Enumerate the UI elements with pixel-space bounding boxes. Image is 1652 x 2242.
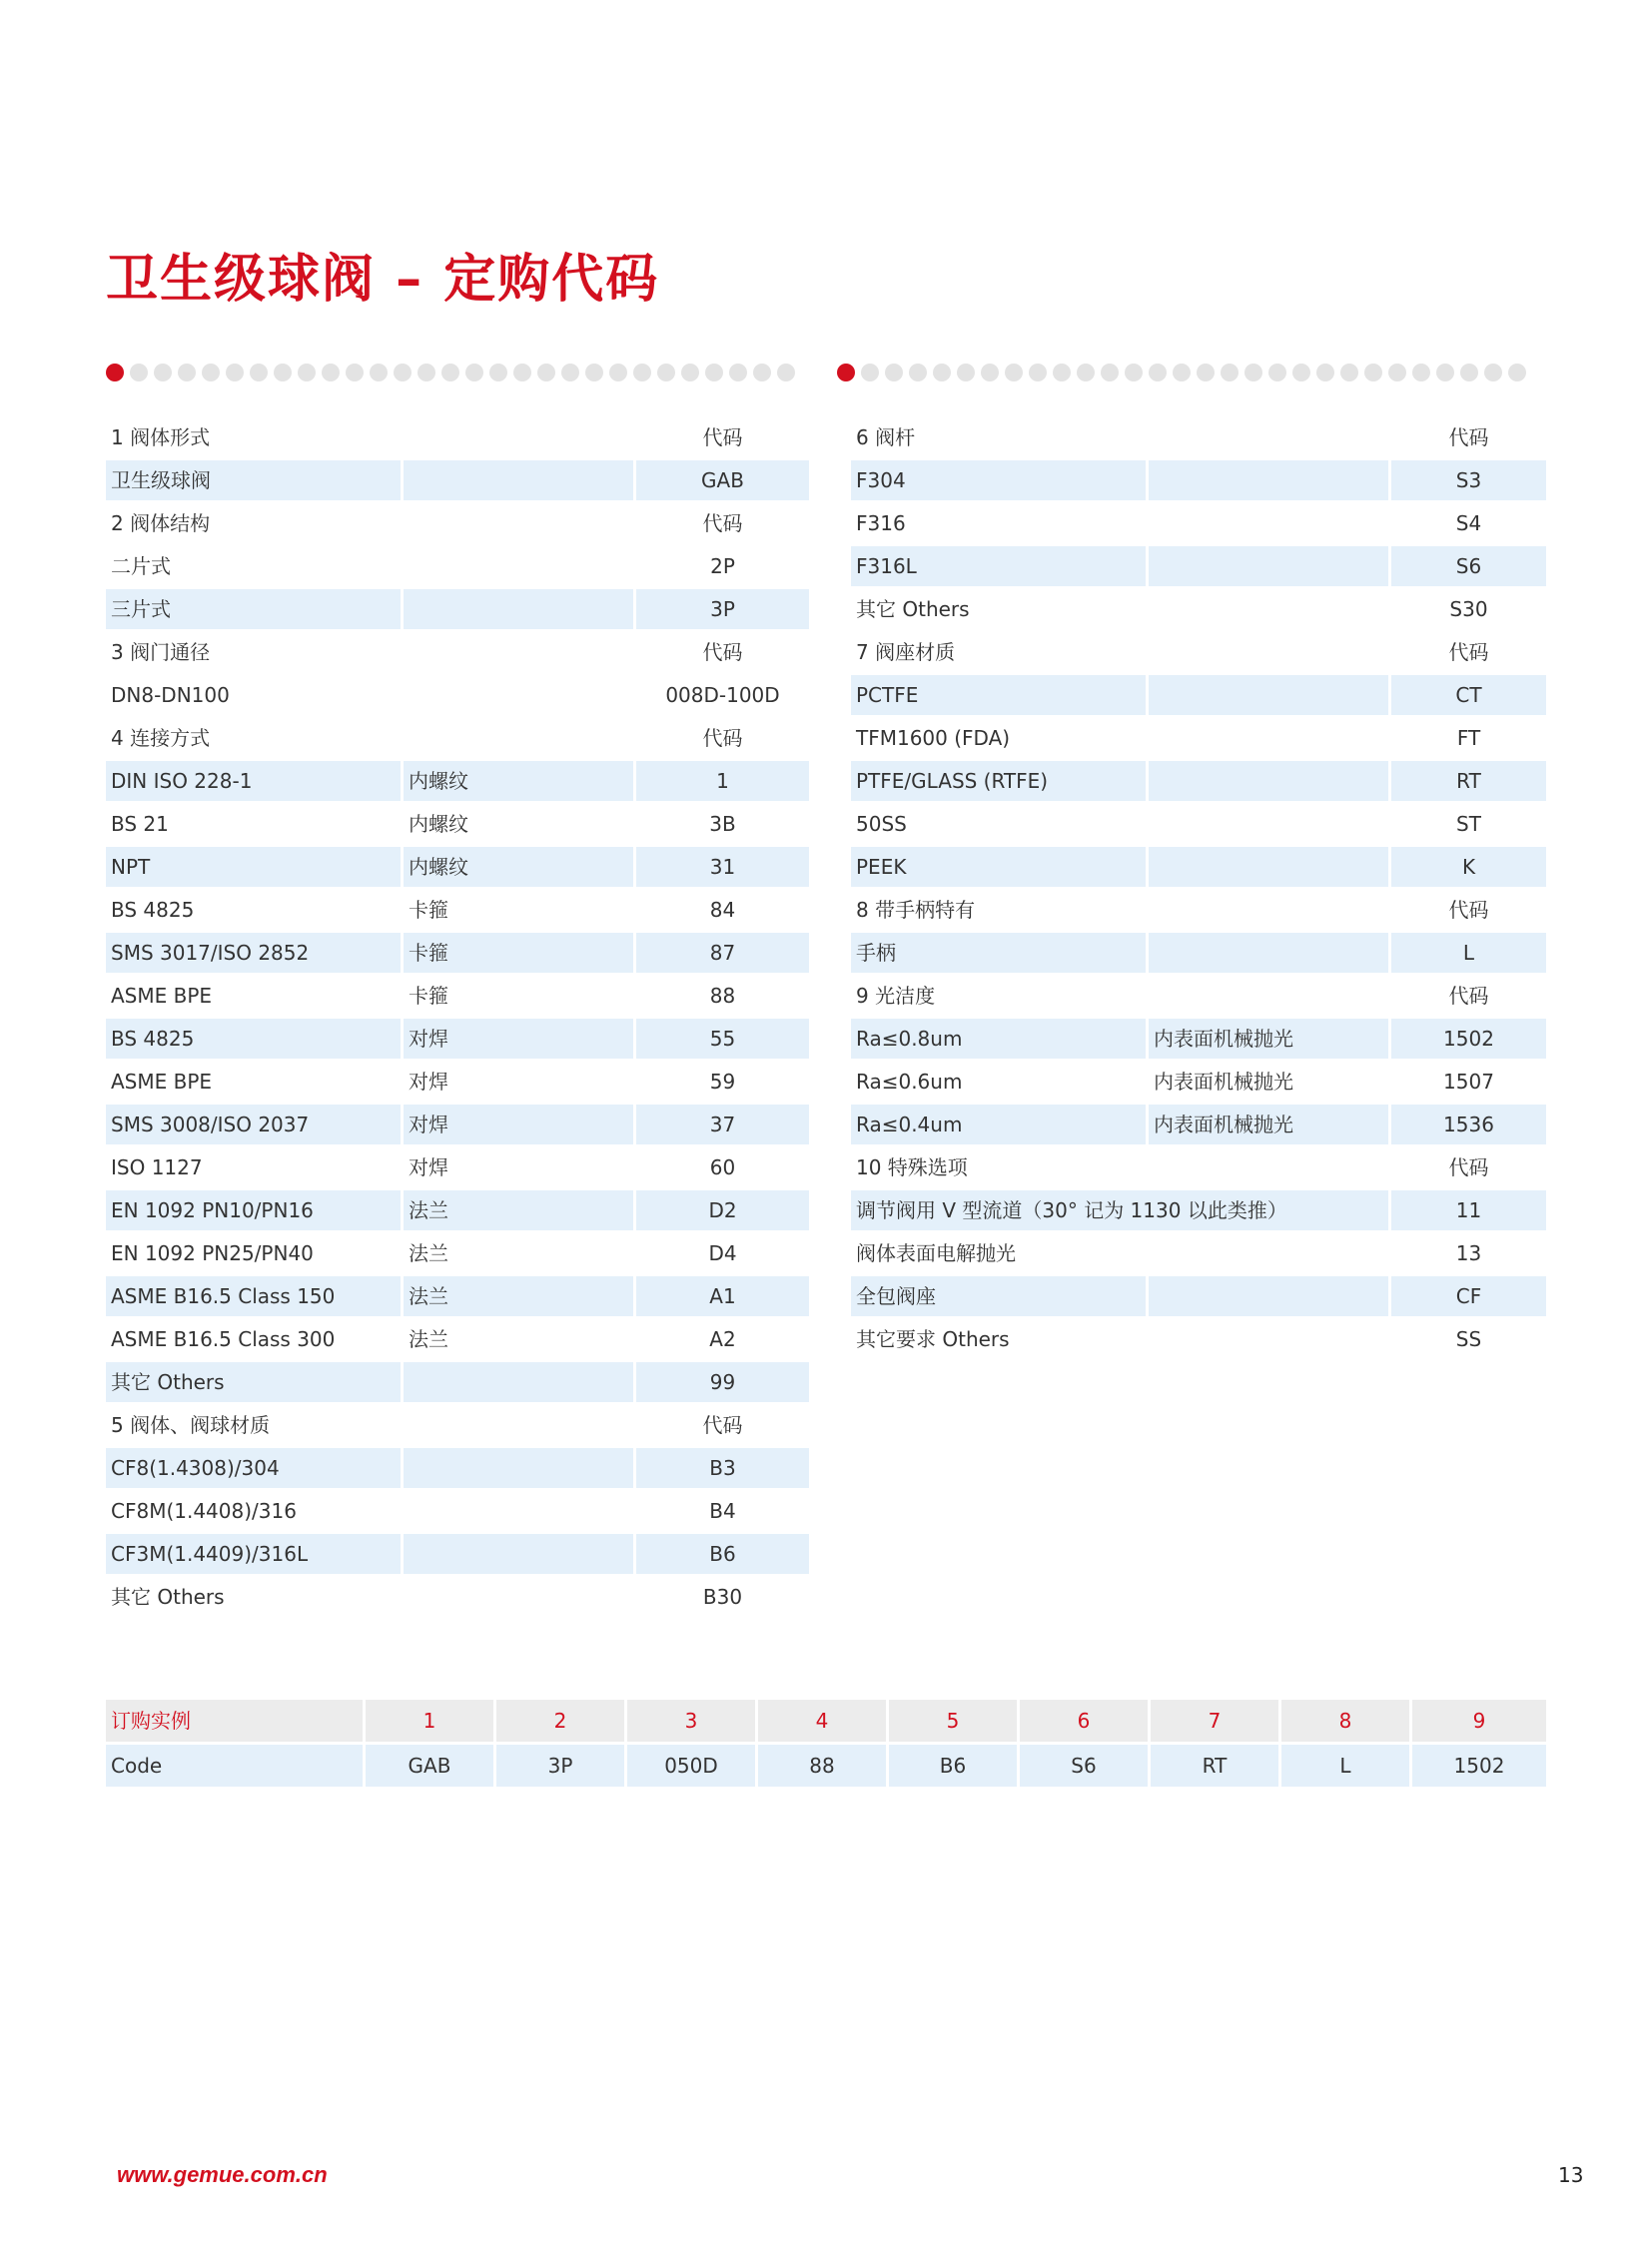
divider-dot: [561, 364, 579, 381]
item-code: D4: [636, 1233, 809, 1276]
divider-dot: [657, 364, 675, 381]
item-type: 卡箍: [404, 890, 636, 933]
item-label: SMS 3017/ISO 2852: [106, 933, 404, 976]
right-row: [851, 933, 1546, 976]
item-code: 代码: [1391, 632, 1546, 675]
divider-dot: [729, 364, 747, 381]
left-row: [106, 847, 809, 890]
item-label: EN 1092 PN10/PN16: [106, 1190, 404, 1233]
item-type: [404, 589, 636, 632]
right-section-header: [851, 417, 1546, 460]
order-example-table: [106, 1700, 1546, 1790]
divider-dot: [346, 364, 364, 381]
divider-dot: [250, 364, 268, 381]
order-code-table-right: [851, 417, 1546, 1362]
left-row: [106, 1062, 809, 1105]
divider-dot: [1029, 364, 1047, 381]
divider-dot: [909, 364, 927, 381]
item-label: SMS 3008/ISO 2037: [106, 1105, 404, 1147]
divider-dot: [609, 364, 627, 381]
item-type: [1149, 460, 1391, 503]
order-example-code-cell: 050D: [627, 1745, 758, 1790]
divider-dot: [1316, 364, 1334, 381]
left-row: [106, 1448, 809, 1491]
right-row: [851, 718, 1546, 761]
order-example-code-cell: GAB: [366, 1745, 496, 1790]
left-row: [106, 976, 809, 1019]
order-code-table-left: [106, 417, 809, 1620]
divider-dot: [130, 364, 148, 381]
item-label: 3 阀门通径: [106, 632, 404, 675]
order-example-code-cell: L: [1281, 1745, 1412, 1790]
item-code: S3: [1391, 460, 1546, 503]
item-type: [404, 1448, 636, 1491]
item-label: PEEK: [851, 847, 1149, 890]
right-section-header: [851, 1147, 1546, 1190]
item-label: Ra≤0.6um: [851, 1062, 1149, 1105]
item-type: [404, 503, 636, 546]
divider-dot: [513, 364, 531, 381]
item-type: [1149, 503, 1391, 546]
item-type: 法兰: [404, 1233, 636, 1276]
item-code: 代码: [1391, 890, 1546, 933]
divider-dot-active: [837, 364, 855, 381]
dot-divider-left: [106, 364, 815, 381]
item-code: 3B: [636, 804, 809, 847]
divider-dot: [885, 364, 903, 381]
left-row: [106, 1276, 809, 1319]
item-type: [404, 632, 636, 675]
item-code: S6: [1391, 546, 1546, 589]
item-type: [404, 417, 636, 460]
item-code: D2: [636, 1190, 809, 1233]
divider-dot: [1364, 364, 1382, 381]
item-code: 1: [636, 761, 809, 804]
divider-dot: [1173, 364, 1191, 381]
order-example-header-cell: 8: [1281, 1700, 1412, 1745]
order-example-header-cell: 订购实例: [106, 1700, 366, 1745]
item-label: NPT: [106, 847, 404, 890]
right-row: [851, 1062, 1546, 1105]
divider-dot: [202, 364, 220, 381]
divider-dot: [1340, 364, 1358, 381]
divider-dot: [1508, 364, 1526, 381]
website-link[interactable]: www.gemue.com.cn: [117, 2162, 328, 2187]
item-label: 6 阀杆: [851, 417, 1149, 460]
item-code: B3: [636, 1448, 809, 1491]
divider-dot: [1149, 364, 1167, 381]
item-code: 99: [636, 1362, 809, 1405]
item-type: [404, 1534, 636, 1577]
item-code: B30: [636, 1577, 809, 1620]
item-type: 卡箍: [404, 976, 636, 1019]
item-code: L: [1391, 933, 1546, 976]
item-code: 31: [636, 847, 809, 890]
order-example-code-cell: Code: [106, 1745, 366, 1790]
item-type: [1149, 589, 1391, 632]
page-number: 13: [1558, 2163, 1584, 2187]
item-type: 内表面机械抛光: [1149, 1019, 1391, 1062]
item-label: DIN ISO 228-1: [106, 761, 404, 804]
item-code: 13: [1391, 1233, 1546, 1276]
item-type: 内螺纹: [404, 761, 636, 804]
item-type: [404, 718, 636, 761]
item-code: K: [1391, 847, 1546, 890]
divider-dot: [178, 364, 196, 381]
item-label: 手柄: [851, 933, 1149, 976]
item-type: 对焊: [404, 1105, 636, 1147]
item-label: 5 阀体、阀球材质: [106, 1405, 404, 1448]
item-label: TFM1600 (FDA): [851, 718, 1149, 761]
item-label: EN 1092 PN25/PN40: [106, 1233, 404, 1276]
left-section-header: [106, 503, 809, 546]
item-type: [1149, 632, 1391, 675]
divider-dot: [465, 364, 483, 381]
divider-dot: [1388, 364, 1406, 381]
item-code: SS: [1391, 1319, 1546, 1362]
left-section-header: [106, 718, 809, 761]
divider-dot: [322, 364, 340, 381]
right-section-header: [851, 632, 1546, 675]
order-example-header-cell: 7: [1151, 1700, 1281, 1745]
divider-dot: [957, 364, 975, 381]
item-label: BS 4825: [106, 1019, 404, 1062]
item-code: S30: [1391, 589, 1546, 632]
item-label: 阀体表面电解抛光: [851, 1233, 1149, 1276]
item-label: 10 特殊选项: [851, 1147, 1149, 1190]
item-code: CF: [1391, 1276, 1546, 1319]
left-section-header: [106, 417, 809, 460]
item-type: [1149, 1147, 1391, 1190]
dot-divider-right: [837, 364, 1546, 381]
item-label: ISO 1127: [106, 1147, 404, 1190]
item-type: [404, 1362, 636, 1405]
item-code: 3P: [636, 589, 809, 632]
item-type: 法兰: [404, 1276, 636, 1319]
item-label: 1 阀体形式: [106, 417, 404, 460]
item-type: [404, 460, 636, 503]
divider-dot: [1460, 364, 1478, 381]
order-example-code-cell: B6: [889, 1745, 1020, 1790]
item-code: 1502: [1391, 1019, 1546, 1062]
item-code: A2: [636, 1319, 809, 1362]
divider-dot: [537, 364, 555, 381]
right-row: [851, 1105, 1546, 1147]
divider-dot: [274, 364, 292, 381]
divider-dot: [861, 364, 879, 381]
item-code: 87: [636, 933, 809, 976]
left-row: [106, 933, 809, 976]
item-label: BS 4825: [106, 890, 404, 933]
item-code: 代码: [636, 718, 809, 761]
item-code: A1: [636, 1276, 809, 1319]
order-example-code-cell: 1502: [1412, 1745, 1546, 1790]
item-type: [1149, 890, 1391, 933]
item-type: [1149, 761, 1391, 804]
item-code: B4: [636, 1491, 809, 1534]
right-row: [851, 675, 1546, 718]
item-code: RT: [1391, 761, 1546, 804]
left-row: [106, 1019, 809, 1062]
order-example-header-cell: 5: [889, 1700, 1020, 1745]
order-example-code-cell: 88: [758, 1745, 889, 1790]
item-label: 9 光洁度: [851, 976, 1149, 1019]
right-row: [851, 460, 1546, 503]
order-example-code-cell: RT: [1151, 1745, 1281, 1790]
right-section-header: [851, 890, 1546, 933]
divider-dot: [394, 364, 412, 381]
divider-dot: [417, 364, 435, 381]
item-code: ST: [1391, 804, 1546, 847]
left-row: [106, 1105, 809, 1147]
item-code: S4: [1391, 503, 1546, 546]
right-row: [851, 1276, 1546, 1319]
item-type: 卡箍: [404, 933, 636, 976]
order-example-header-cell: 3: [627, 1700, 758, 1745]
divider-dot: [1484, 364, 1502, 381]
item-type: 内螺纹: [404, 804, 636, 847]
item-type: [404, 546, 636, 589]
item-type: 对焊: [404, 1019, 636, 1062]
left-row: [106, 1147, 809, 1190]
divider-dot: [1244, 364, 1262, 381]
item-label: 三片式: [106, 589, 404, 632]
item-label: CF3M(1.4409)/316L: [106, 1534, 404, 1577]
item-type: [1149, 675, 1391, 718]
item-type: [1149, 1319, 1391, 1362]
item-label: 2 阀体结构: [106, 503, 404, 546]
item-code: GAB: [636, 460, 809, 503]
left-row: [106, 1190, 809, 1233]
order-example-header-cell: 2: [496, 1700, 627, 1745]
divider-dot: [681, 364, 699, 381]
item-type: [1149, 417, 1391, 460]
divider-dot: [1005, 364, 1023, 381]
item-code: 11: [1391, 1190, 1546, 1233]
item-type: [1149, 546, 1391, 589]
left-row: [106, 546, 809, 589]
item-label: F304: [851, 460, 1149, 503]
item-type: [1149, 1276, 1391, 1319]
divider-dot-active: [106, 364, 124, 381]
divider-dot: [154, 364, 172, 381]
item-code: 代码: [636, 417, 809, 460]
item-code: B6: [636, 1534, 809, 1577]
left-section-header: [106, 632, 809, 675]
item-code: 代码: [636, 1405, 809, 1448]
order-example-header-cell: 6: [1020, 1700, 1151, 1745]
right-row: [851, 1319, 1546, 1362]
item-label: ASME B16.5 Class 300: [106, 1319, 404, 1362]
right-row: [851, 589, 1546, 632]
item-type: 内螺纹: [404, 847, 636, 890]
item-code: 008D-100D: [636, 675, 809, 718]
right-row: [851, 546, 1546, 589]
right-row: [851, 503, 1546, 546]
divider-dot: [1292, 364, 1310, 381]
divider-dot: [441, 364, 459, 381]
item-type: [404, 1405, 636, 1448]
order-example-header-cell: 4: [758, 1700, 889, 1745]
item-label: 其它 Others: [106, 1577, 404, 1620]
item-label: 其它 Others: [851, 589, 1149, 632]
order-example-header-row: [106, 1700, 1546, 1745]
item-code: 代码: [1391, 1147, 1546, 1190]
item-type: [1149, 933, 1391, 976]
item-code: 2P: [636, 546, 809, 589]
divider-dot: [226, 364, 244, 381]
right-row: [851, 1190, 1546, 1233]
item-label: 调节阀用 V 型流道（30° 记为 1130 以此类推）: [851, 1190, 1391, 1233]
item-type: 对焊: [404, 1147, 636, 1190]
right-row: [851, 1233, 1546, 1276]
item-code: 1536: [1391, 1105, 1546, 1147]
item-type: [1149, 804, 1391, 847]
item-code: 59: [636, 1062, 809, 1105]
item-type: 法兰: [404, 1190, 636, 1233]
item-code: FT: [1391, 718, 1546, 761]
left-row: [106, 460, 809, 503]
item-label: PTFE/GLASS (RTFE): [851, 761, 1149, 804]
item-label: 二片式: [106, 546, 404, 589]
left-row: [106, 1534, 809, 1577]
divider-dot: [585, 364, 603, 381]
item-type: [404, 1491, 636, 1534]
divider-dot: [1053, 364, 1071, 381]
left-row: [106, 1319, 809, 1362]
item-label: 卫生级球阀: [106, 460, 404, 503]
item-code: 代码: [1391, 976, 1546, 1019]
order-example-header-cell: 9: [1412, 1700, 1546, 1745]
item-label: 4 连接方式: [106, 718, 404, 761]
divider-dot: [1077, 364, 1095, 381]
item-code: 55: [636, 1019, 809, 1062]
item-label: 50SS: [851, 804, 1149, 847]
divider-dot: [705, 364, 723, 381]
divider-dot: [1101, 364, 1119, 381]
item-type: [1149, 718, 1391, 761]
left-row: [106, 890, 809, 933]
item-label: PCTFE: [851, 675, 1149, 718]
item-label: 其它要求 Others: [851, 1319, 1149, 1362]
divider-dot: [298, 364, 316, 381]
item-type: 内表面机械抛光: [1149, 1062, 1391, 1105]
item-code: 37: [636, 1105, 809, 1147]
order-example-code-row: [106, 1745, 1546, 1790]
item-code: 88: [636, 976, 809, 1019]
left-row: [106, 1577, 809, 1620]
left-row: [106, 675, 809, 718]
divider-dot: [1125, 364, 1143, 381]
item-type: [1149, 976, 1391, 1019]
order-example-header-cell: 1: [366, 1700, 496, 1745]
item-label: 其它 Others: [106, 1362, 404, 1405]
item-code: CT: [1391, 675, 1546, 718]
item-label: F316L: [851, 546, 1149, 589]
right-row: [851, 804, 1546, 847]
item-code: 60: [636, 1147, 809, 1190]
divider-dot: [981, 364, 999, 381]
page-title: 卫生级球阀 – 定购代码: [106, 250, 660, 310]
divider-dot: [933, 364, 951, 381]
item-code: 代码: [636, 503, 809, 546]
item-label: BS 21: [106, 804, 404, 847]
item-label: 8 带手柄特有: [851, 890, 1149, 933]
left-row: [106, 589, 809, 632]
divider-dot: [753, 364, 771, 381]
item-type: [1149, 847, 1391, 890]
item-type: 法兰: [404, 1319, 636, 1362]
item-label: DN8-DN100: [106, 675, 404, 718]
item-label: F316: [851, 503, 1149, 546]
item-label: CF8M(1.4408)/316: [106, 1491, 404, 1534]
item-label: CF8(1.4308)/304: [106, 1448, 404, 1491]
divider-dot: [489, 364, 507, 381]
divider-dot: [1412, 364, 1430, 381]
item-label: ASME B16.5 Class 150: [106, 1276, 404, 1319]
divider-dot: [777, 364, 795, 381]
item-label: 7 阀座材质: [851, 632, 1149, 675]
right-row: [851, 1019, 1546, 1062]
left-row: [106, 1491, 809, 1534]
left-row: [106, 1362, 809, 1405]
item-type: [404, 1577, 636, 1620]
item-code: 84: [636, 890, 809, 933]
item-label: Ra≤0.8um: [851, 1019, 1149, 1062]
order-example-code-cell: 3P: [496, 1745, 627, 1790]
right-row: [851, 761, 1546, 804]
left-row: [106, 761, 809, 804]
item-type: 对焊: [404, 1062, 636, 1105]
divider-dot: [1436, 364, 1454, 381]
left-section-header: [106, 1405, 809, 1448]
divider-dot: [633, 364, 651, 381]
divider-dot: [1268, 364, 1286, 381]
divider-dot: [370, 364, 388, 381]
order-example-code-cell: S6: [1020, 1745, 1151, 1790]
item-type: [1149, 1233, 1391, 1276]
left-row: [106, 1233, 809, 1276]
left-row: [106, 804, 809, 847]
item-code: 1507: [1391, 1062, 1546, 1105]
item-code: 代码: [636, 632, 809, 675]
right-section-header: [851, 976, 1546, 1019]
divider-dot: [1221, 364, 1239, 381]
right-row: [851, 847, 1546, 890]
item-label: ASME BPE: [106, 976, 404, 1019]
divider-dot: [1197, 364, 1215, 381]
item-type: [404, 675, 636, 718]
item-type: 内表面机械抛光: [1149, 1105, 1391, 1147]
item-code: 代码: [1391, 417, 1546, 460]
item-label: Ra≤0.4um: [851, 1105, 1149, 1147]
item-label: ASME BPE: [106, 1062, 404, 1105]
item-label: 全包阀座: [851, 1276, 1149, 1319]
